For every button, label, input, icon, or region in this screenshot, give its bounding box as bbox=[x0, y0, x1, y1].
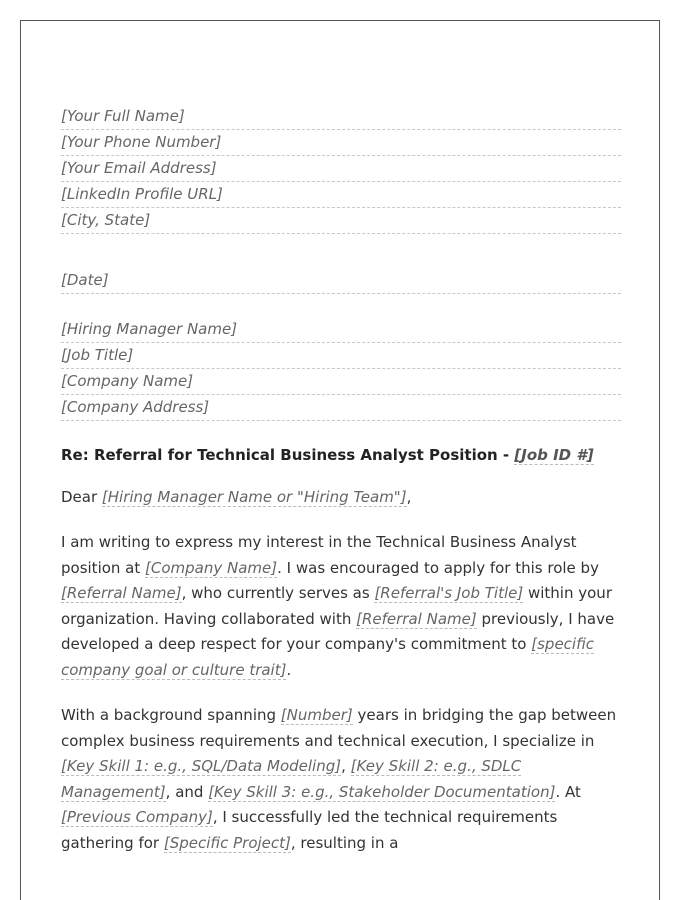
text-segment: , who currently serves as bbox=[181, 584, 375, 602]
placeholder-company-trait[interactable]: [specific company goal or culture trait] bbox=[61, 635, 595, 679]
placeholder-key-skill-3[interactable]: [Key Skill 3: e.g., Stakeholder Documentation] bbox=[208, 782, 556, 801]
sender-full-name[interactable]: [Your Full Name] bbox=[61, 104, 621, 130]
subject-line bbox=[61, 443, 621, 467]
letter-page bbox=[20, 20, 660, 900]
sender-block bbox=[61, 104, 621, 234]
sender-email[interactable]: [Your Email Address] bbox=[61, 156, 621, 182]
placeholder-years[interactable]: [Number] bbox=[280, 706, 353, 724]
text-segment: . bbox=[286, 660, 292, 679]
recipient-job-title[interactable]: [Job Title] bbox=[61, 343, 621, 369]
date-block bbox=[61, 268, 621, 294]
placeholder-company-name[interactable]: [Company Name] bbox=[145, 558, 278, 577]
salutation bbox=[61, 485, 621, 510]
salutation-name[interactable]: [Hiring Manager Name or "Hiring Team"] bbox=[101, 488, 407, 506]
sender-city-state[interactable]: [City, State] bbox=[61, 208, 621, 234]
text-segment: years in bridging the gap between complex business requirements and technical execution, I specialize in bbox=[61, 706, 617, 750]
placeholder-referral-job-title[interactable]: [Referral's Job Title] bbox=[374, 584, 524, 602]
text-segment: I am writing to express my interest in the Technical Business Analyst position at bbox=[61, 533, 577, 577]
subject-job-id[interactable]: [Job ID #] bbox=[514, 446, 594, 464]
text-segment: , bbox=[341, 757, 351, 775]
text-segment: . At bbox=[555, 782, 581, 801]
text-segment: , I successfully led the technical requirements gathering for bbox=[61, 808, 558, 852]
paragraph-intro bbox=[61, 530, 621, 683]
text-segment: With a background spanning bbox=[61, 706, 281, 724]
salutation-suffix: , bbox=[406, 488, 412, 506]
paragraph-experience bbox=[61, 703, 621, 856]
text-segment: previously, I have developed a deep respect for your company's commitment to bbox=[61, 609, 615, 653]
placeholder-key-skill-2[interactable]: [Key Skill 2: e.g., SDLC Management] bbox=[61, 757, 522, 801]
sender-phone[interactable]: [Your Phone Number] bbox=[61, 130, 621, 156]
placeholder-key-skill-1[interactable]: [Key Skill 1: e.g., SQL/Data Modeling] bbox=[61, 757, 342, 775]
recipient-block bbox=[61, 317, 621, 421]
letter-date[interactable]: [Date] bbox=[61, 268, 621, 294]
text-segment: , resulting in a bbox=[290, 833, 399, 852]
text-segment: , and bbox=[165, 782, 209, 801]
placeholder-specific-project[interactable]: [Specific Project] bbox=[163, 833, 291, 852]
sender-linkedin[interactable]: [LinkedIn Profile URL] bbox=[61, 182, 621, 208]
recipient-hiring-manager[interactable]: [Hiring Manager Name] bbox=[61, 317, 621, 343]
placeholder-referral-name[interactable]: [Referral Name] bbox=[61, 584, 182, 602]
placeholder-previous-company[interactable]: [Previous Company] bbox=[61, 808, 213, 826]
text-segment: . I was encouraged to apply for this role by bbox=[277, 558, 599, 577]
spacer bbox=[61, 294, 621, 317]
text-segment: within your organization. Having collaborated with bbox=[61, 584, 612, 628]
subject-text: Re: Referral for Technical Business Analyst Position - bbox=[61, 446, 515, 464]
recipient-company-address[interactable]: [Company Address] bbox=[61, 395, 621, 421]
placeholder-referral-name[interactable]: [Referral Name] bbox=[356, 609, 477, 628]
recipient-company-name[interactable]: [Company Name] bbox=[61, 369, 621, 395]
salutation-prefix: Dear bbox=[61, 488, 102, 506]
spacer bbox=[61, 234, 621, 268]
letter-content bbox=[61, 104, 621, 871]
